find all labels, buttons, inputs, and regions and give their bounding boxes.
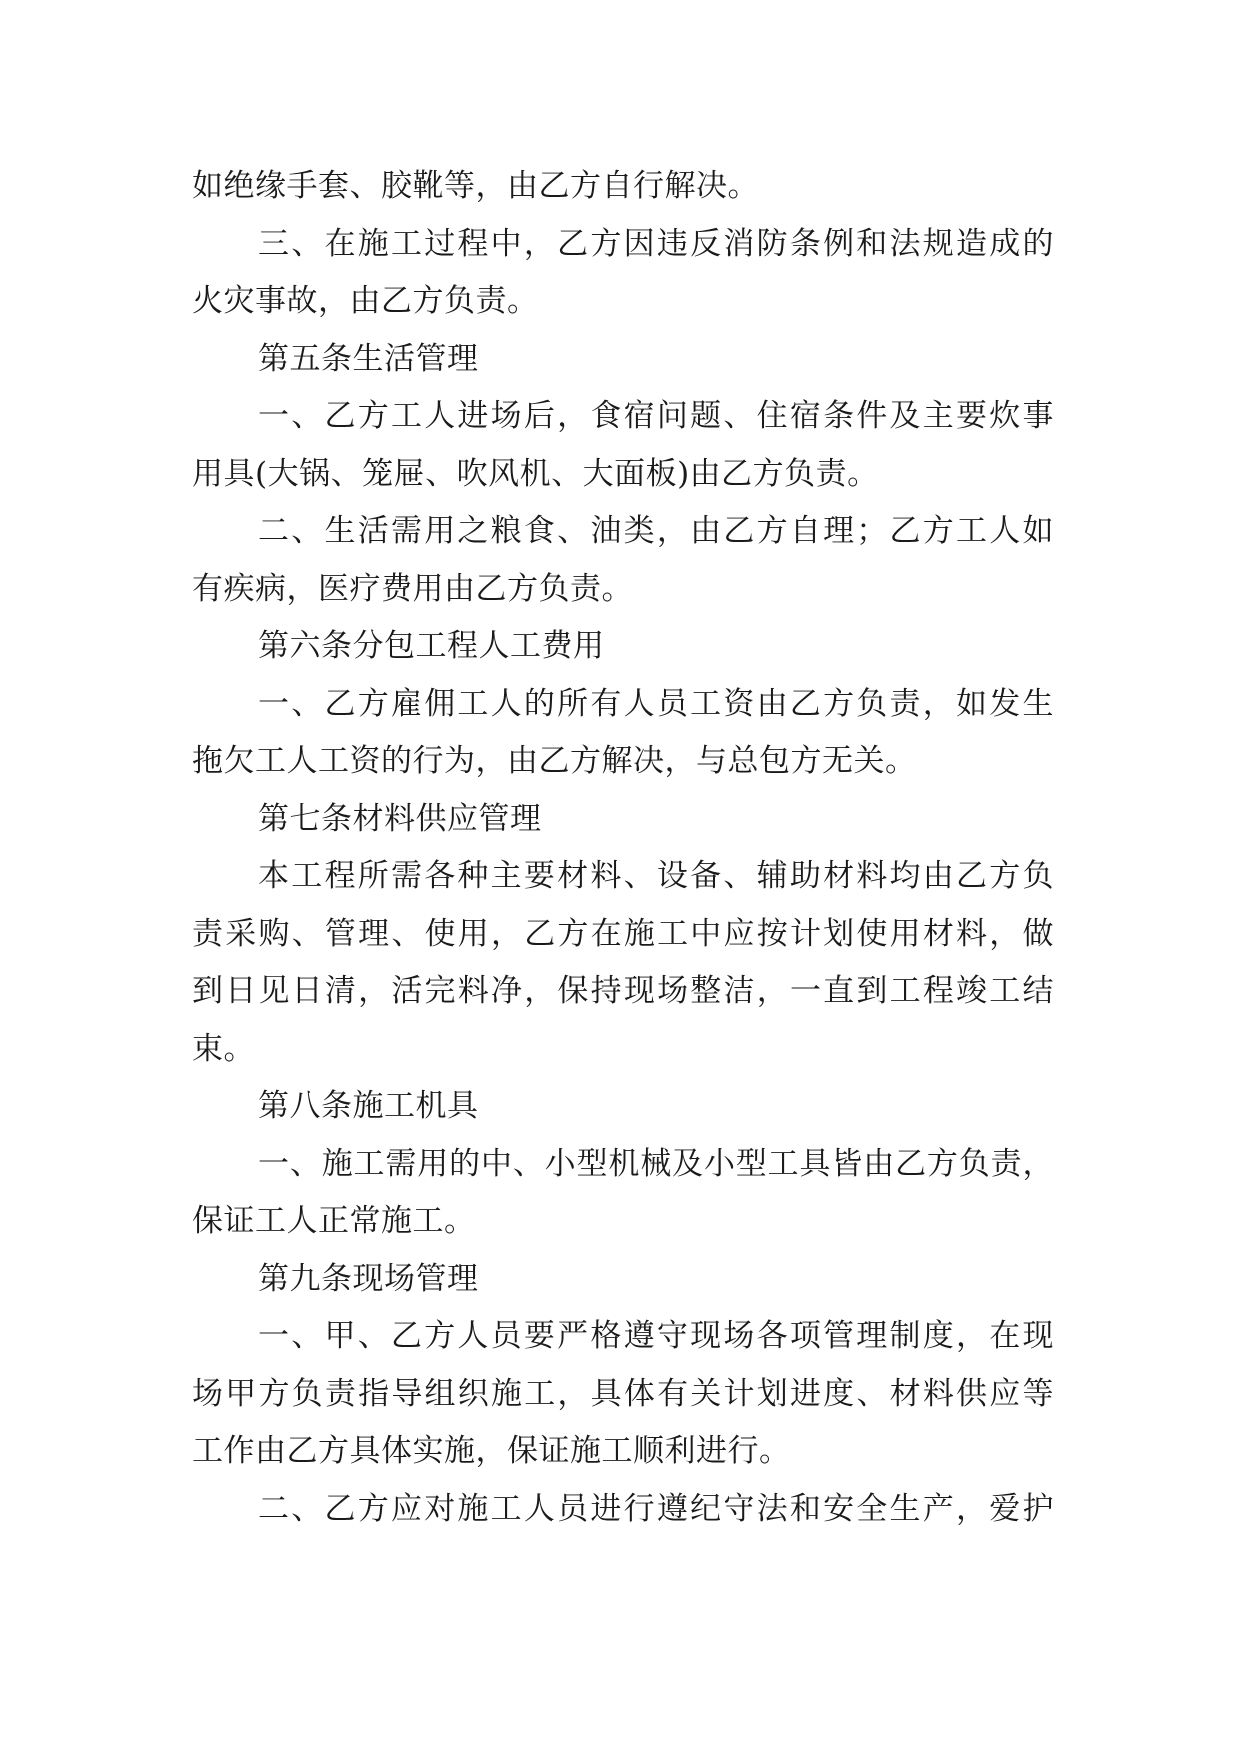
text-line: 一、甲、乙方人员要严格遵守现场各项管理制度，在现 [258, 1318, 1054, 1354]
text-line: 本工程所需各种主要材料、设备、辅助材料均由乙方负 [258, 858, 1054, 894]
text-line: 保证工人正常施工。 [192, 1203, 476, 1239]
text-line: 第六条分包工程人工费用 [258, 628, 605, 664]
text-line: 第七条材料供应管理 [258, 800, 542, 837]
text-line: 场甲方负责指导组织施工，具体有关计划进度、材料供应等 [192, 1375, 1054, 1412]
text-line: 火灾事故，由乙方负责。 [192, 283, 539, 319]
text-line: 第九条现场管理 [258, 1260, 479, 1297]
text-line: 有疾病，医疗费用由乙方负责。 [192, 570, 633, 607]
text-line: 二、乙方应对施工人员进行遵纪守法和安全生产，爱护 [258, 1490, 1054, 1527]
text-line: 第八条施工机具 [258, 1088, 479, 1124]
document-body [192, 158, 1054, 1538]
text-line: 如绝缘手套、胶靴等，由乙方自行解决。 [192, 168, 759, 204]
text-line: 一、乙方雇佣工人的所有人员工资由乙方负责，如发生 [258, 685, 1054, 722]
text-line: 工作由乙方具体实施，保证施工顺利进行。 [192, 1433, 791, 1469]
text-line: 用具(大锅、笼屉、吹风机、大面板)由乙方负责。 [192, 455, 879, 492]
text-line: 束。 [192, 1030, 255, 1067]
text-line: 二、生活需用之粮食、油类，由乙方自理；乙方工人如 [258, 513, 1054, 549]
text-line: 第五条生活管理 [258, 340, 479, 377]
text-line: 到日见日清，活完料净，保持现场整洁，一直到工程竣工结 [192, 973, 1054, 1009]
text-line: 一、乙方工人进场后，食宿问题、住宿条件及主要炊事 [258, 398, 1054, 434]
text-line: 一、施工需用的中、小型机械及小型工具皆由乙方负责， [258, 1145, 1054, 1182]
text-line: 责采购、管理、使用，乙方在施工中应按计划使用材料，做 [192, 915, 1054, 952]
text-line: 拖欠工人工资的行为，由乙方解决，与总包方无关。 [192, 743, 917, 779]
text-line: 三、在施工过程中，乙方因违反消防条例和法规造成的 [258, 225, 1054, 262]
